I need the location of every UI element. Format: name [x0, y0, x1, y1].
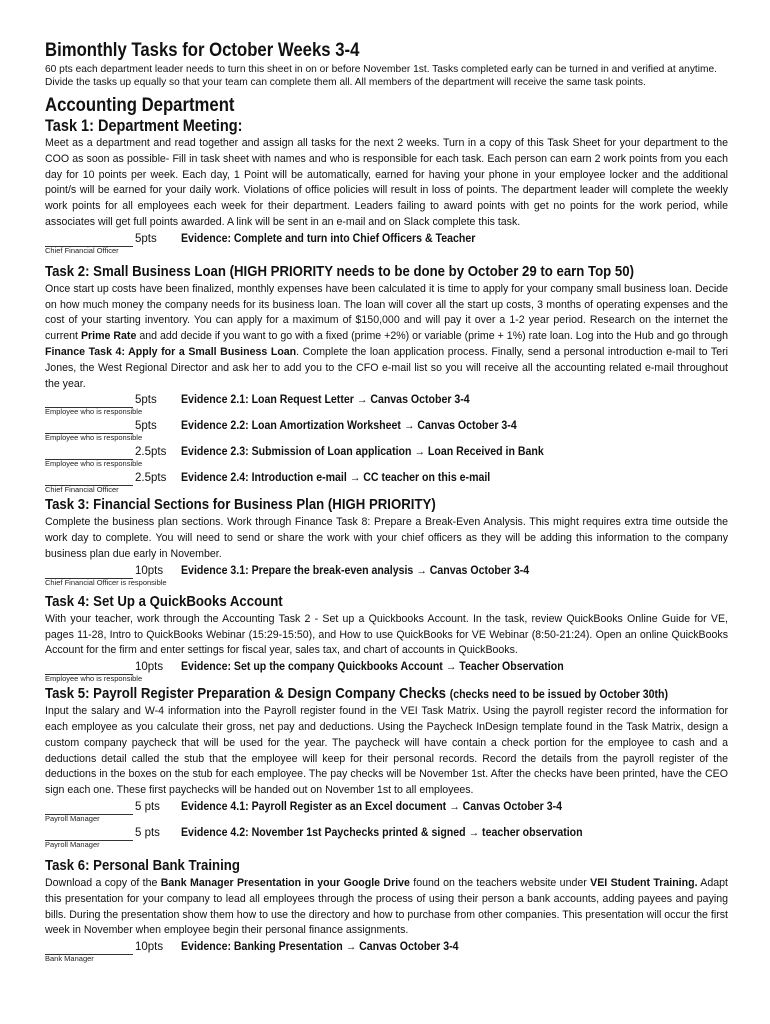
evidence-text: Evidence: Banking Presentation → Canvas October 3-4 — [181, 941, 459, 954]
evidence-text: Evidence 4.1: Payroll Register as an Excel document → Canvas October 3-4 — [181, 800, 563, 813]
task-heading: Task 1: Department Meeting: — [45, 117, 243, 135]
task-3 — [45, 496, 728, 588]
points-value: 10pts — [135, 661, 164, 674]
evidence-text: Evidence 2.4: Introduction e-mail → CC teacher on this e-mail — [181, 472, 491, 485]
page-title: Bimonthly Tasks for October Weeks 3-4 — [45, 40, 360, 61]
points-value: 2.5pts — [135, 446, 167, 459]
task-body: Download a copy of the Bank Manager Presentation in your Google Drive found on the teachers website under VEI Student Training. Adapt this presentation for your company to lead all employees through the process of using their person a bank accounts, adding payees and paying bills. During the presentation show them how to use the directory and how to purchase from other companies. This presentation will occur the first week in November when employee begin their personal finance assignments. — [45, 876, 728, 937]
document-page — [45, 40, 728, 965]
bold-text: Prime Rate — [80, 330, 137, 343]
role-label: Chief Financial Officer is responsible — [45, 577, 167, 587]
evidence-text: Evidence: Set up the company Quickbooks Account → Teacher Observation — [181, 661, 564, 674]
evidence-text: Evidence: Complete and turn into Chief Officers & Teacher — [181, 232, 476, 245]
evidence-row — [45, 941, 728, 965]
task-2 — [45, 263, 728, 497]
task-body: Input the salary and W-4 information into the Payroll register found in the VEI Task Matrix. Using the payroll register record the information for each employee as you calculate their gross, net pay and deductions. Using the Paycheck InDesign template found in the Task Matrix, design a custom company paycheck that will be used for the year. The paycheck will have contain a check portion for the employee to cash and a deductions detail called the stub that the employee will keep for their personal records. Record the details from the payroll register of the deductions in the boxes on the stub for each employee. The pay checks will be November 1st. After the checks have been printed, have the CEO sign each one. These first paychecks will be handed out on November 1st to all employees. — [45, 705, 728, 797]
points-value: 5 pts — [135, 800, 160, 813]
evidence-row — [45, 394, 728, 418]
evidence-row — [45, 661, 728, 685]
department-heading: Accounting Department — [45, 95, 235, 116]
points-value: 5pts — [135, 420, 157, 433]
role-label: Chief Financial Officer — [45, 485, 119, 495]
role-label: Chief Financial Officer — [45, 245, 119, 255]
evidence-row — [45, 420, 728, 444]
points-value: 10pts — [135, 564, 164, 577]
intro-text: 60 pts each department leader needs to turn this sheet in on or before November 1st. Tasks completed early can be turned in and verified at anytime. Divide the tasks up equally so that your team can complete them all. All members of the department will receive the same task points. — [45, 64, 718, 88]
points-value: 5 pts — [135, 826, 160, 839]
role-label: Employee who is responsible — [45, 407, 143, 417]
task-heading: Task 5: Payroll Register Preparation & Design Company Checks (checks need to be issued by October 30th) — [45, 685, 669, 703]
points-value: 5pts — [135, 394, 157, 407]
evidence-text: Evidence 2.3: Submission of Loan application → Loan Received in Bank — [181, 446, 544, 459]
task-body: Meet as a department and read together and assign all tasks for the next 2 weeks. Turn in a copy of this Task Sheet for your department to the COO as soon as possible- Fill in task sheet with names and who is responsible for each task. Each person can earn 2 work points from you each day for 10 points per week. Each day, 1 Point will be automatically, earned for having your phone in your employee locker and the additional point/s will be earned for your daily work. Violations of office policies will result in loss of points. The department leader will complete the weekly work points for all employees each week for their department. Leaders failing to award points with get no points for the work period, while associates will get full points awarded. A link will be sent in an e-mail and on Slack complete this task. — [45, 137, 728, 228]
points-value: 5pts — [135, 232, 157, 245]
role-label: Payroll Manager — [45, 813, 100, 823]
evidence-row — [45, 801, 728, 825]
task-6 — [45, 857, 728, 965]
task-heading: Task 2: Small Business Loan (HIGH PRIORITY needs to be done by October 29 to earn Top 50) — [45, 262, 634, 280]
task-body: Once start up costs have been finalized, monthly expenses have been calculated it is time to apply for your company small business loan. Decide on how much money the company needs for its business loan. The loan will cover all the start up costs, 3 months of operating expenses and the cost of your starting inventory. You can apply for a maximum of $150,000 and will pay it over a 1-2 year period. Research on the internet the current Prime Rate and add decide if you want to go with a fixed (prime +2%) or variable (prime + 1%) rate loan. Log into the Hub and go through Finance Task 4: Apply for a Small Business Loan. Complete the loan application process. Finally, send a personal introduction e-mail to Teri Jones, the West Regional Director and ask her to add you to the CFO e-mail list so you will receive all the accounting related e-mail throughout the year. — [45, 282, 728, 390]
task-body: Complete the business plan sections. Work through Finance Task 8: Prepare a Break-Even Analysis. This might requires extra time outside the work day to complete. You will need to send or share the work with your chief officers as they will be adding this information to the company business plan due early in November. — [45, 516, 728, 560]
heading-note: (checks need to be issued by October 30th) — [449, 687, 669, 702]
task-heading: Task 4: Set Up a QuickBooks Account — [45, 592, 283, 610]
task-body: With your teacher, work through the Accounting Task 2 - Set up a Quickbooks Account. In the task, review QuickBooks Online Guide for VE, pages 11-28, Intro to QuickBooks Webinar (15:29-15:50), and How to use QuickBooks for VE Webinar (8:50-21:24). Open an online QuickBooks Account for the firm and enter settings for fiscal year, sales tax, and chart of accounts in QuickBooks. — [45, 612, 728, 657]
evidence-row — [45, 827, 728, 851]
evidence-row — [45, 446, 728, 470]
evidence-text: Evidence 2.2: Loan Amortization Worksheet → Canvas October 3-4 — [181, 420, 517, 433]
bold-text: Bank Manager Presentation in your Google Drive — [160, 876, 410, 889]
evidence-row — [45, 472, 728, 496]
role-label: Employee who is responsible — [45, 459, 143, 469]
evidence-row — [45, 233, 728, 257]
evidence-text: Evidence 2.1: Loan Request Letter → Canvas October 3-4 — [181, 394, 470, 407]
task-1 — [45, 117, 728, 257]
evidence-text: Evidence 3.1: Prepare the break-even analysis → Canvas October 3-4 — [181, 564, 530, 577]
role-label: Employee who is responsible — [45, 674, 143, 684]
evidence-text: Evidence 4.2: November 1st Paychecks printed & signed → teacher observation — [181, 826, 583, 839]
task-4 — [45, 593, 728, 685]
role-label: Bank Manager — [45, 954, 94, 964]
points-value: 2.5pts — [135, 472, 167, 485]
role-label: Employee who is responsible — [45, 433, 143, 443]
task-heading: Task 6: Personal Bank Training — [45, 856, 240, 874]
bold-text: Finance Task 4: Apply for a Small Business Loan — [45, 345, 297, 358]
task-5 — [45, 685, 728, 851]
task-heading: Task 3: Financial Sections for Business Plan (HIGH PRIORITY) — [45, 496, 436, 514]
role-label: Payroll Manager — [45, 839, 100, 849]
evidence-row — [45, 565, 728, 589]
points-value: 10pts — [135, 941, 164, 954]
bold-text: VEI Student Training. — [590, 876, 698, 889]
